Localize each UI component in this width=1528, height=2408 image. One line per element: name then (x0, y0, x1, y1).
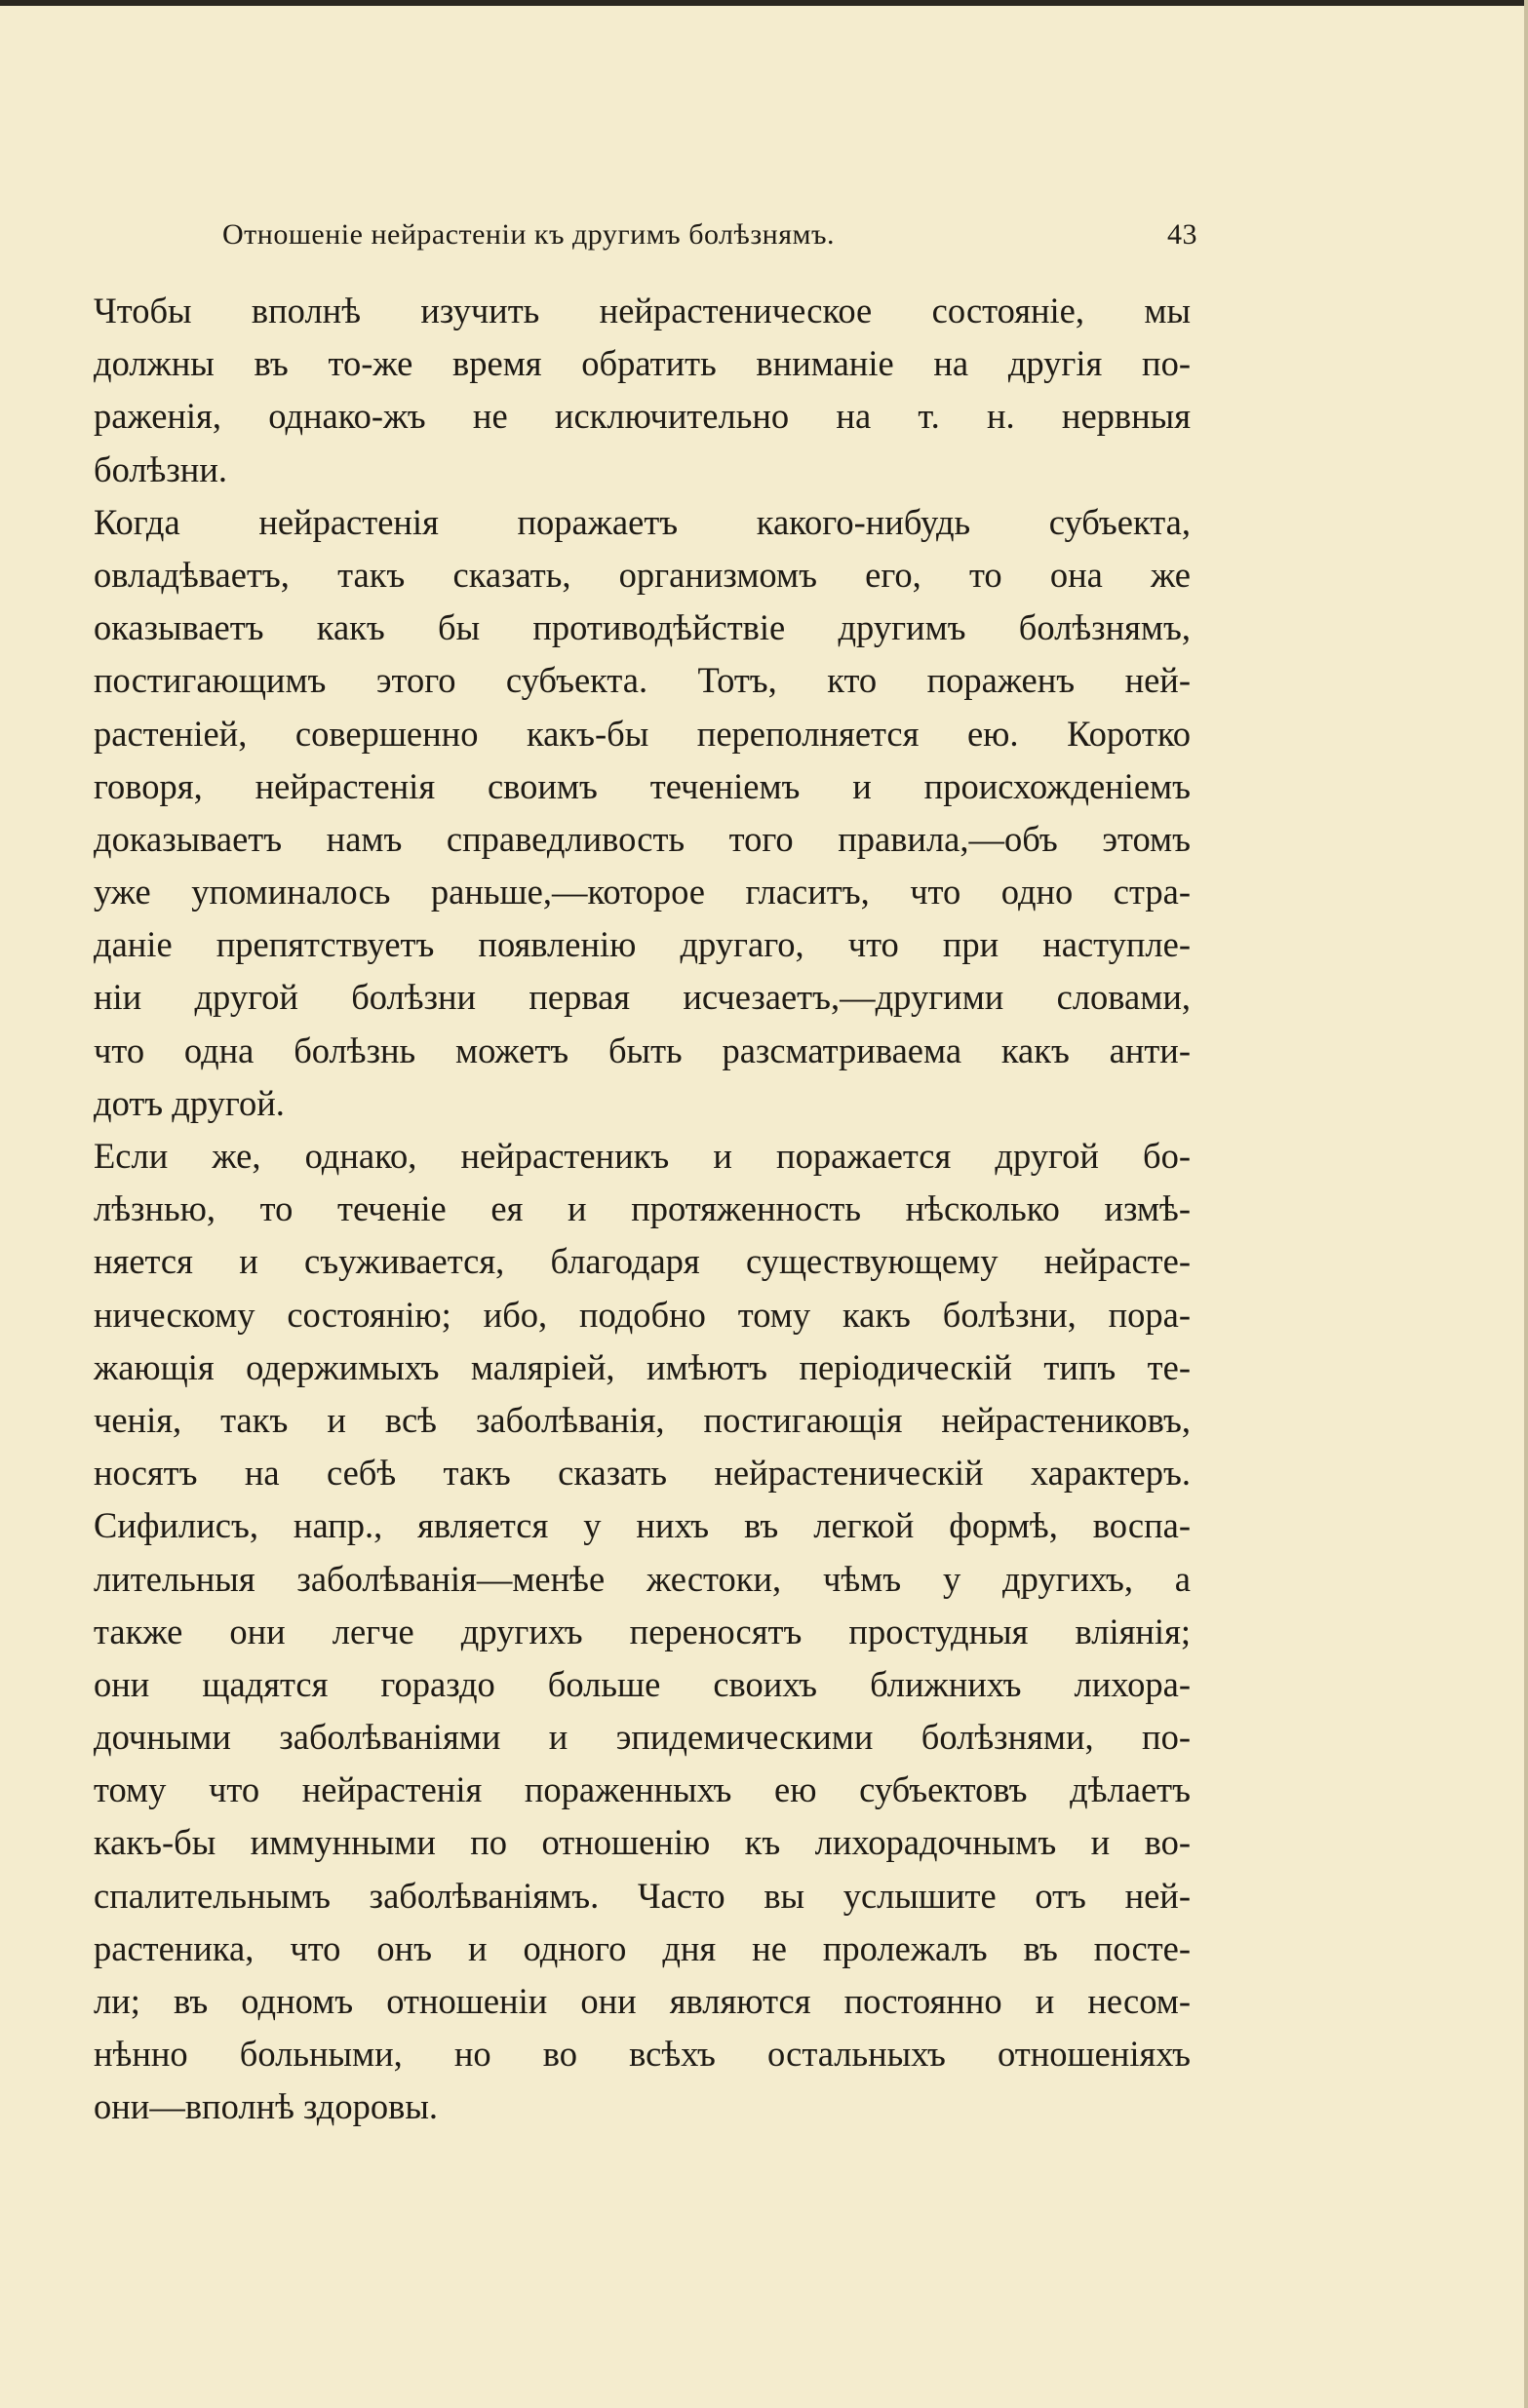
text-line: Чтобы вполнѣ изучить нейрастеническое состояніе, мы (94, 291, 1191, 330)
text-line: нѣнно больными, но во всѣхъ остальныхъ отношеніяхъ (94, 2034, 1191, 2075)
text-line: они—вполнѣ здоровы. (94, 2086, 439, 2127)
text-line: тому что нейрастенія пораженныхъ ею субъектовъ дѣлаетъ (94, 1769, 1191, 1810)
text-line: оказываетъ какъ бы противодѣйствіе другимъ болѣзнямъ, (94, 607, 1191, 648)
body-text (94, 285, 1191, 2134)
text-line: говоря, нейрастенія своимъ теченіемъ и происхожденіемъ (94, 765, 1191, 806)
text-line: растеніей, совершенно какъ-бы переполняется ею. Коротко (94, 713, 1191, 754)
text-line: ченія, такъ и всѣ заболѣванія, постигающія нейрастениковъ, (94, 1399, 1191, 1440)
text-line: Когда нейрастенія поражаетъ какого-нибудь субъекта, (94, 501, 1191, 542)
text-line: лительныя заболѣванія—менѣе жестоки, чѣмъ у другихъ, а (94, 1558, 1191, 1599)
running-header (222, 218, 1197, 261)
text-line: болѣзни. (94, 448, 227, 489)
text-line: также они легче другихъ переносятъ простудныя вліянія; (94, 1611, 1191, 1651)
text-line: лѣзнью, то теченіе ея и протяженность нѣсколько измѣ- (94, 1188, 1191, 1229)
text-line: что одна болѣзнь можетъ быть разсматриваема какъ анти- (94, 1029, 1191, 1070)
text-line: овладѣваетъ, такъ сказать, организмомъ его, то она же (94, 554, 1191, 595)
text-line: растеника, что онъ и одного дня не пролежалъ въ посте- (94, 1927, 1191, 1968)
text-line: раженія, однако-жъ не исключительно на т. н. нервныя (94, 396, 1191, 437)
text-line: уже упоминалось раньше,—которое гласитъ, что одно стра- (94, 872, 1191, 913)
text-line: ническому состоянію; ибо, подобно тому какъ болѣзни, пора- (94, 1294, 1191, 1335)
page-top-edge (0, 0, 1528, 6)
text-line: какъ-бы иммунными по отношенію къ лихорадочнымъ и во- (94, 1822, 1191, 1863)
text-line: носятъ на себѣ такъ сказать нейрастеническій характеръ. (94, 1453, 1191, 1494)
page-right-edge (1524, 0, 1528, 2408)
text-line: доказываетъ намъ справедливость того правила,—объ этомъ (94, 818, 1191, 859)
page-number: 43 (1167, 218, 1197, 251)
text-line: ли; въ одномъ отношеніи они являются постоянно и несом- (94, 1981, 1191, 2021)
text-line: должны въ то-же время обратить вниманіе на другія по- (94, 343, 1191, 384)
text-line: жающія одержимыхъ маляріей, имѣютъ періодическій типъ те- (94, 1346, 1191, 1387)
running-title: Отношеніе нейрастеніи къ другимъ болѣзнямъ. (222, 218, 836, 251)
text-line: дотъ другой. (94, 1082, 285, 1123)
text-line: Если же, однако, нейрастеникъ и поражается другой бо- (94, 1136, 1191, 1176)
text-line: спалительнымъ заболѣваніямъ. Часто вы услышите отъ ней- (94, 1875, 1191, 1916)
text-line: они щадятся гораздо больше своихъ ближнихъ лихора- (94, 1663, 1191, 1704)
text-line: няется и съуживается, благодаря существующему нейрасте- (94, 1241, 1191, 1282)
text-line: дочными заболѣваніями и эпидемическими болѣзнями, по- (94, 1717, 1191, 1758)
text-line: постигающимъ этого субъекта. Тотъ, кто пораженъ ней- (94, 660, 1191, 701)
text-line: даніе препятствуетъ появленію другаго, что при наступле- (94, 924, 1191, 965)
text-line: ніи другой болѣзни первая исчезаетъ,—другими словами, (94, 977, 1191, 1018)
text-line: Сифилисъ, напр., является у нихъ въ легкой формѣ, воспа- (94, 1505, 1191, 1546)
